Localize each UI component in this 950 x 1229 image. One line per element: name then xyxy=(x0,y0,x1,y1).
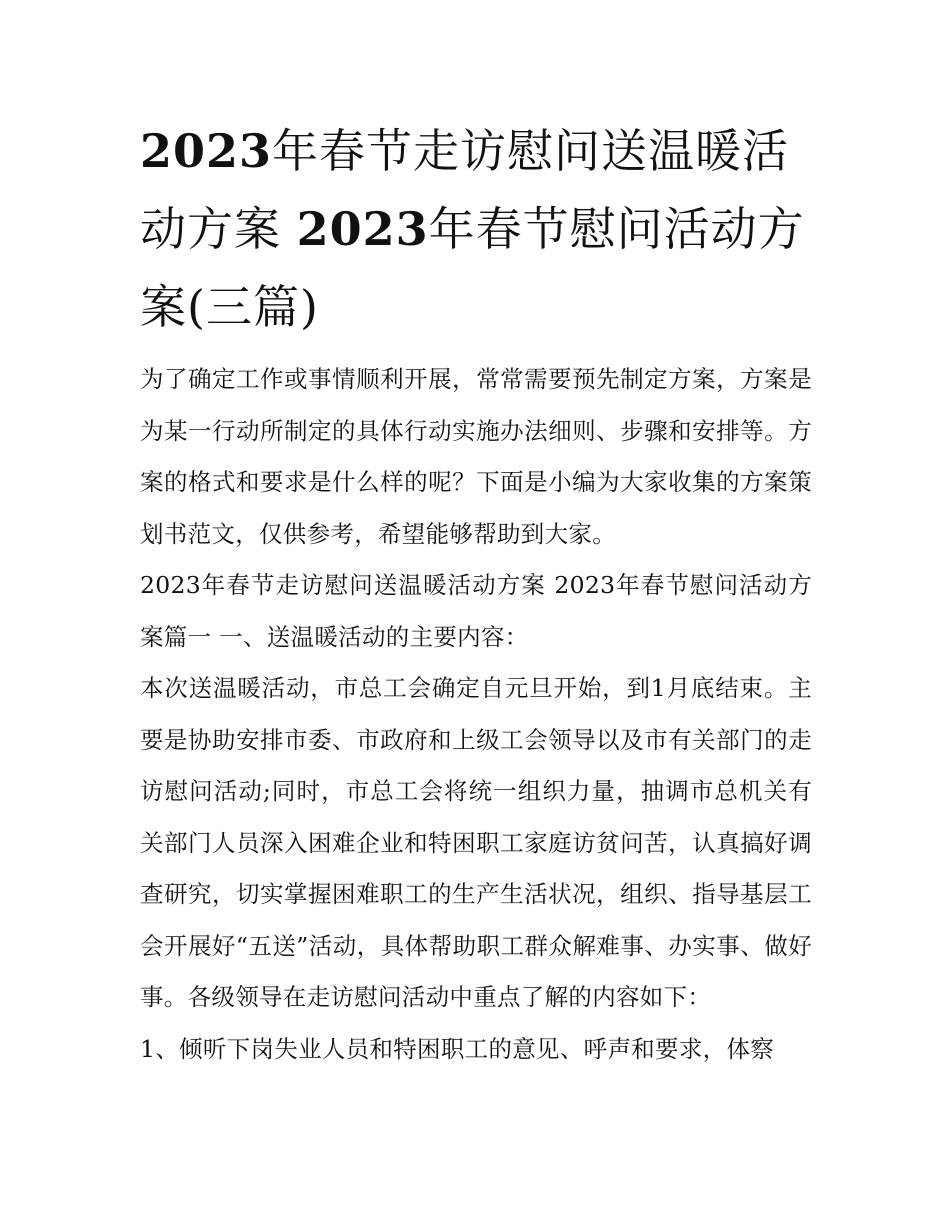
document-page xyxy=(140,112,812,1075)
title-year-2: 2023 xyxy=(296,202,429,256)
section-heading-paragraph: 2023年春节走访慰问送温暖活动方案 2023年春节慰问活动方案篇一 一、送温暖活动的主要内容： xyxy=(140,571,812,651)
title-text-1: 年春节走访慰问送温暖活动方案 xyxy=(140,124,790,256)
list-item-1: 1、倾听下岗失业人员和特困职工的意见、呼声和要求，体察 xyxy=(140,1034,775,1063)
document-title xyxy=(140,112,812,346)
title-year-1: 2023 xyxy=(140,124,273,178)
intro-paragraph: 为了确定工作或事情顺利开展，常常需要预先制定方案，方案是为某一行动所制定的具体行动实施办法细则、步骤和安排等。方案的格式和要求是什么样的呢？下面是小编为大家收集的方案策划书范文，仅供参考，希望能够帮助到大家。 xyxy=(140,365,812,548)
title-text-2: 年春节慰问活动方案(三篇) xyxy=(140,202,805,334)
body-paragraph: 本次送温暖活动，市总工会确定自元旦开始，到1月底结束。主要是协助安排市委、市政府和上级工会领导以及市有关部门的走访慰问活动;同时，市总工会将统一组织力量，抽调市总机关有关部门人员深入困难企业和特困职工家庭访贫问苦，认真搞好调查研究，切实掌握困难职工的生产生活状况，组织、指导基层工会开展好“五送”活动，具体帮助职工群众解难事、办实事、做好事。各级领导在走访慰问活动中重点了解的内容如下： xyxy=(140,674,812,1011)
